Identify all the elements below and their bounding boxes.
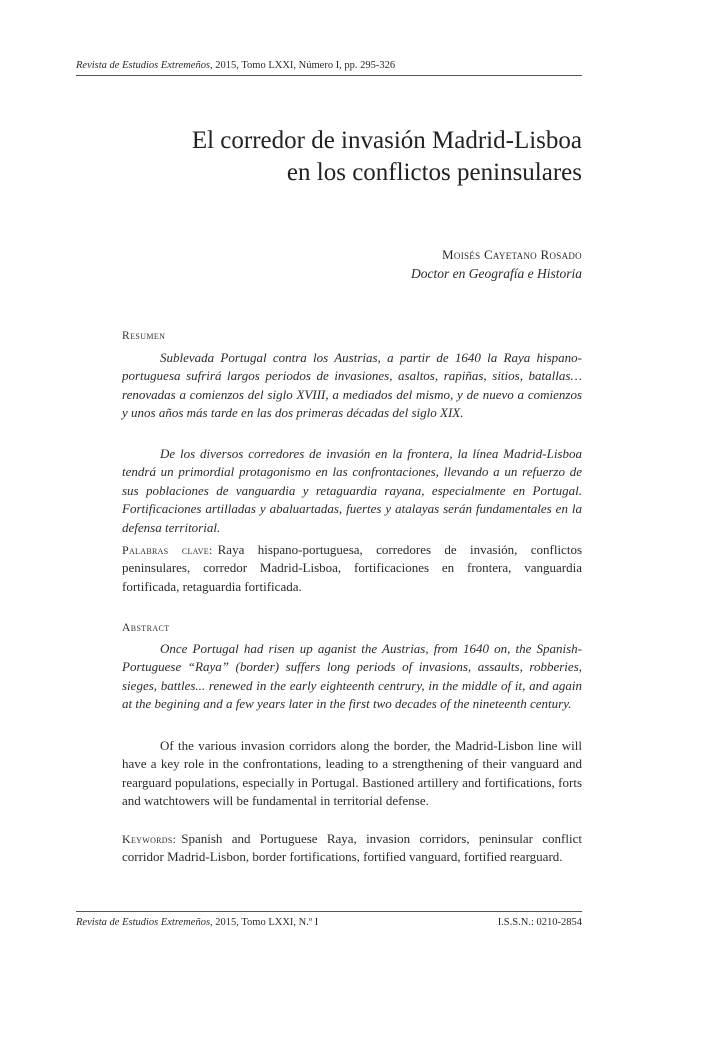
running-header bbox=[76, 59, 582, 72]
footer-issn: I.S.S.N.: 0210-2854 bbox=[497, 917, 582, 928]
article-title bbox=[76, 125, 582, 189]
header-journal-name: Revista de Estudios Extremeños, bbox=[76, 60, 213, 71]
header-rule bbox=[76, 75, 582, 76]
resumen-paragraph-2: De los diversos corredores de invasión en la frontera, la línea Madrid-Lisboa tendrá un primordial protagonismo en las confrontaciones, llevando a un refuerzo de sus poblaciones de vanguardia y retaguardia rayana, especialmente en Portugal. Fortificaciones artilladas y abaluartadas, fuertes y atalayas serán fundamentales en la defensa territorial. bbox=[122, 446, 582, 535]
palabras-clave-text: Raya hispano-portuguesa, corredores de invasión, conflictos peninsulares, corredor Madrid-Lisboa, fortificaciones en frontera, vanguardia fortificada, retaguardia fortificada. bbox=[122, 542, 583, 594]
resumen-paragraph-1: Sublevada Portugal contra los Austrias, a partir de 1640 la Raya hispano-portuguesa sufrirá largos periodos de invasiones, asaltos, rapiñas, sitios, batallas… renovadas a comienzos del siglo XVIII, a mediados del mismo, y de nuevo a comienzos y unos años más tarde en las dos primeras décadas del siglo XIX. bbox=[122, 350, 582, 421]
title-line-1: El corredor de invasión Madrid-Lisboa bbox=[191, 127, 582, 154]
title-line-2: en los conflictos peninsulares bbox=[286, 159, 582, 186]
keywords-label: Keywords: bbox=[122, 832, 177, 846]
abstract-paragraph-2: Of the various invasion corridors along the border, the Madrid-Lisbon line will have a key role in the confrontations, leading to a strengthening of their vanguard and rearguard populations, especially in Portugal. Bastioned artillery and fortifications, forts and watchtowers will be fundamental in territorial defense. bbox=[122, 738, 582, 809]
footer-journal-name: Revista de Estudios Extremeños, bbox=[76, 917, 213, 928]
author-block bbox=[76, 246, 582, 283]
keywords-text: Spanish and Portuguese Raya, invasion corridors, peninsular conflict corridor Madrid-Lisbon, border fortifications, fortified vanguard, fortified rearguard. bbox=[122, 831, 582, 865]
abstract-paragraph-1: Once Portugal had risen up aganist the Austrias, from 1640 on, the Spanish-Portuguese “Raya” (border) suffers long periods of invasions, assaults, robberies, sieges, battles... renewed in the early eighteenth centrury, in the middle of it, and again at the begining and a few years later in the first two decades of the nineteenth century. bbox=[122, 641, 582, 712]
resumen-heading: Resumen bbox=[122, 330, 166, 342]
author-name: Moisés Cayetano Rosado bbox=[442, 247, 582, 262]
header-issue-details: 2015, Tomo LXXI, Número I, pp. 295-326 bbox=[215, 60, 396, 71]
footer-rule bbox=[76, 911, 582, 912]
footer-issue-details: 2015, Tomo LXXI, N.º I bbox=[215, 917, 319, 928]
keywords bbox=[122, 830, 582, 867]
author-affiliation: Doctor en Geografía e Historia bbox=[411, 266, 582, 281]
palabras-clave bbox=[122, 541, 582, 596]
footer-citation bbox=[76, 916, 318, 929]
palabras-clave-label: Palabras clave: bbox=[122, 543, 213, 557]
abstract-heading: Abstract bbox=[122, 622, 170, 634]
